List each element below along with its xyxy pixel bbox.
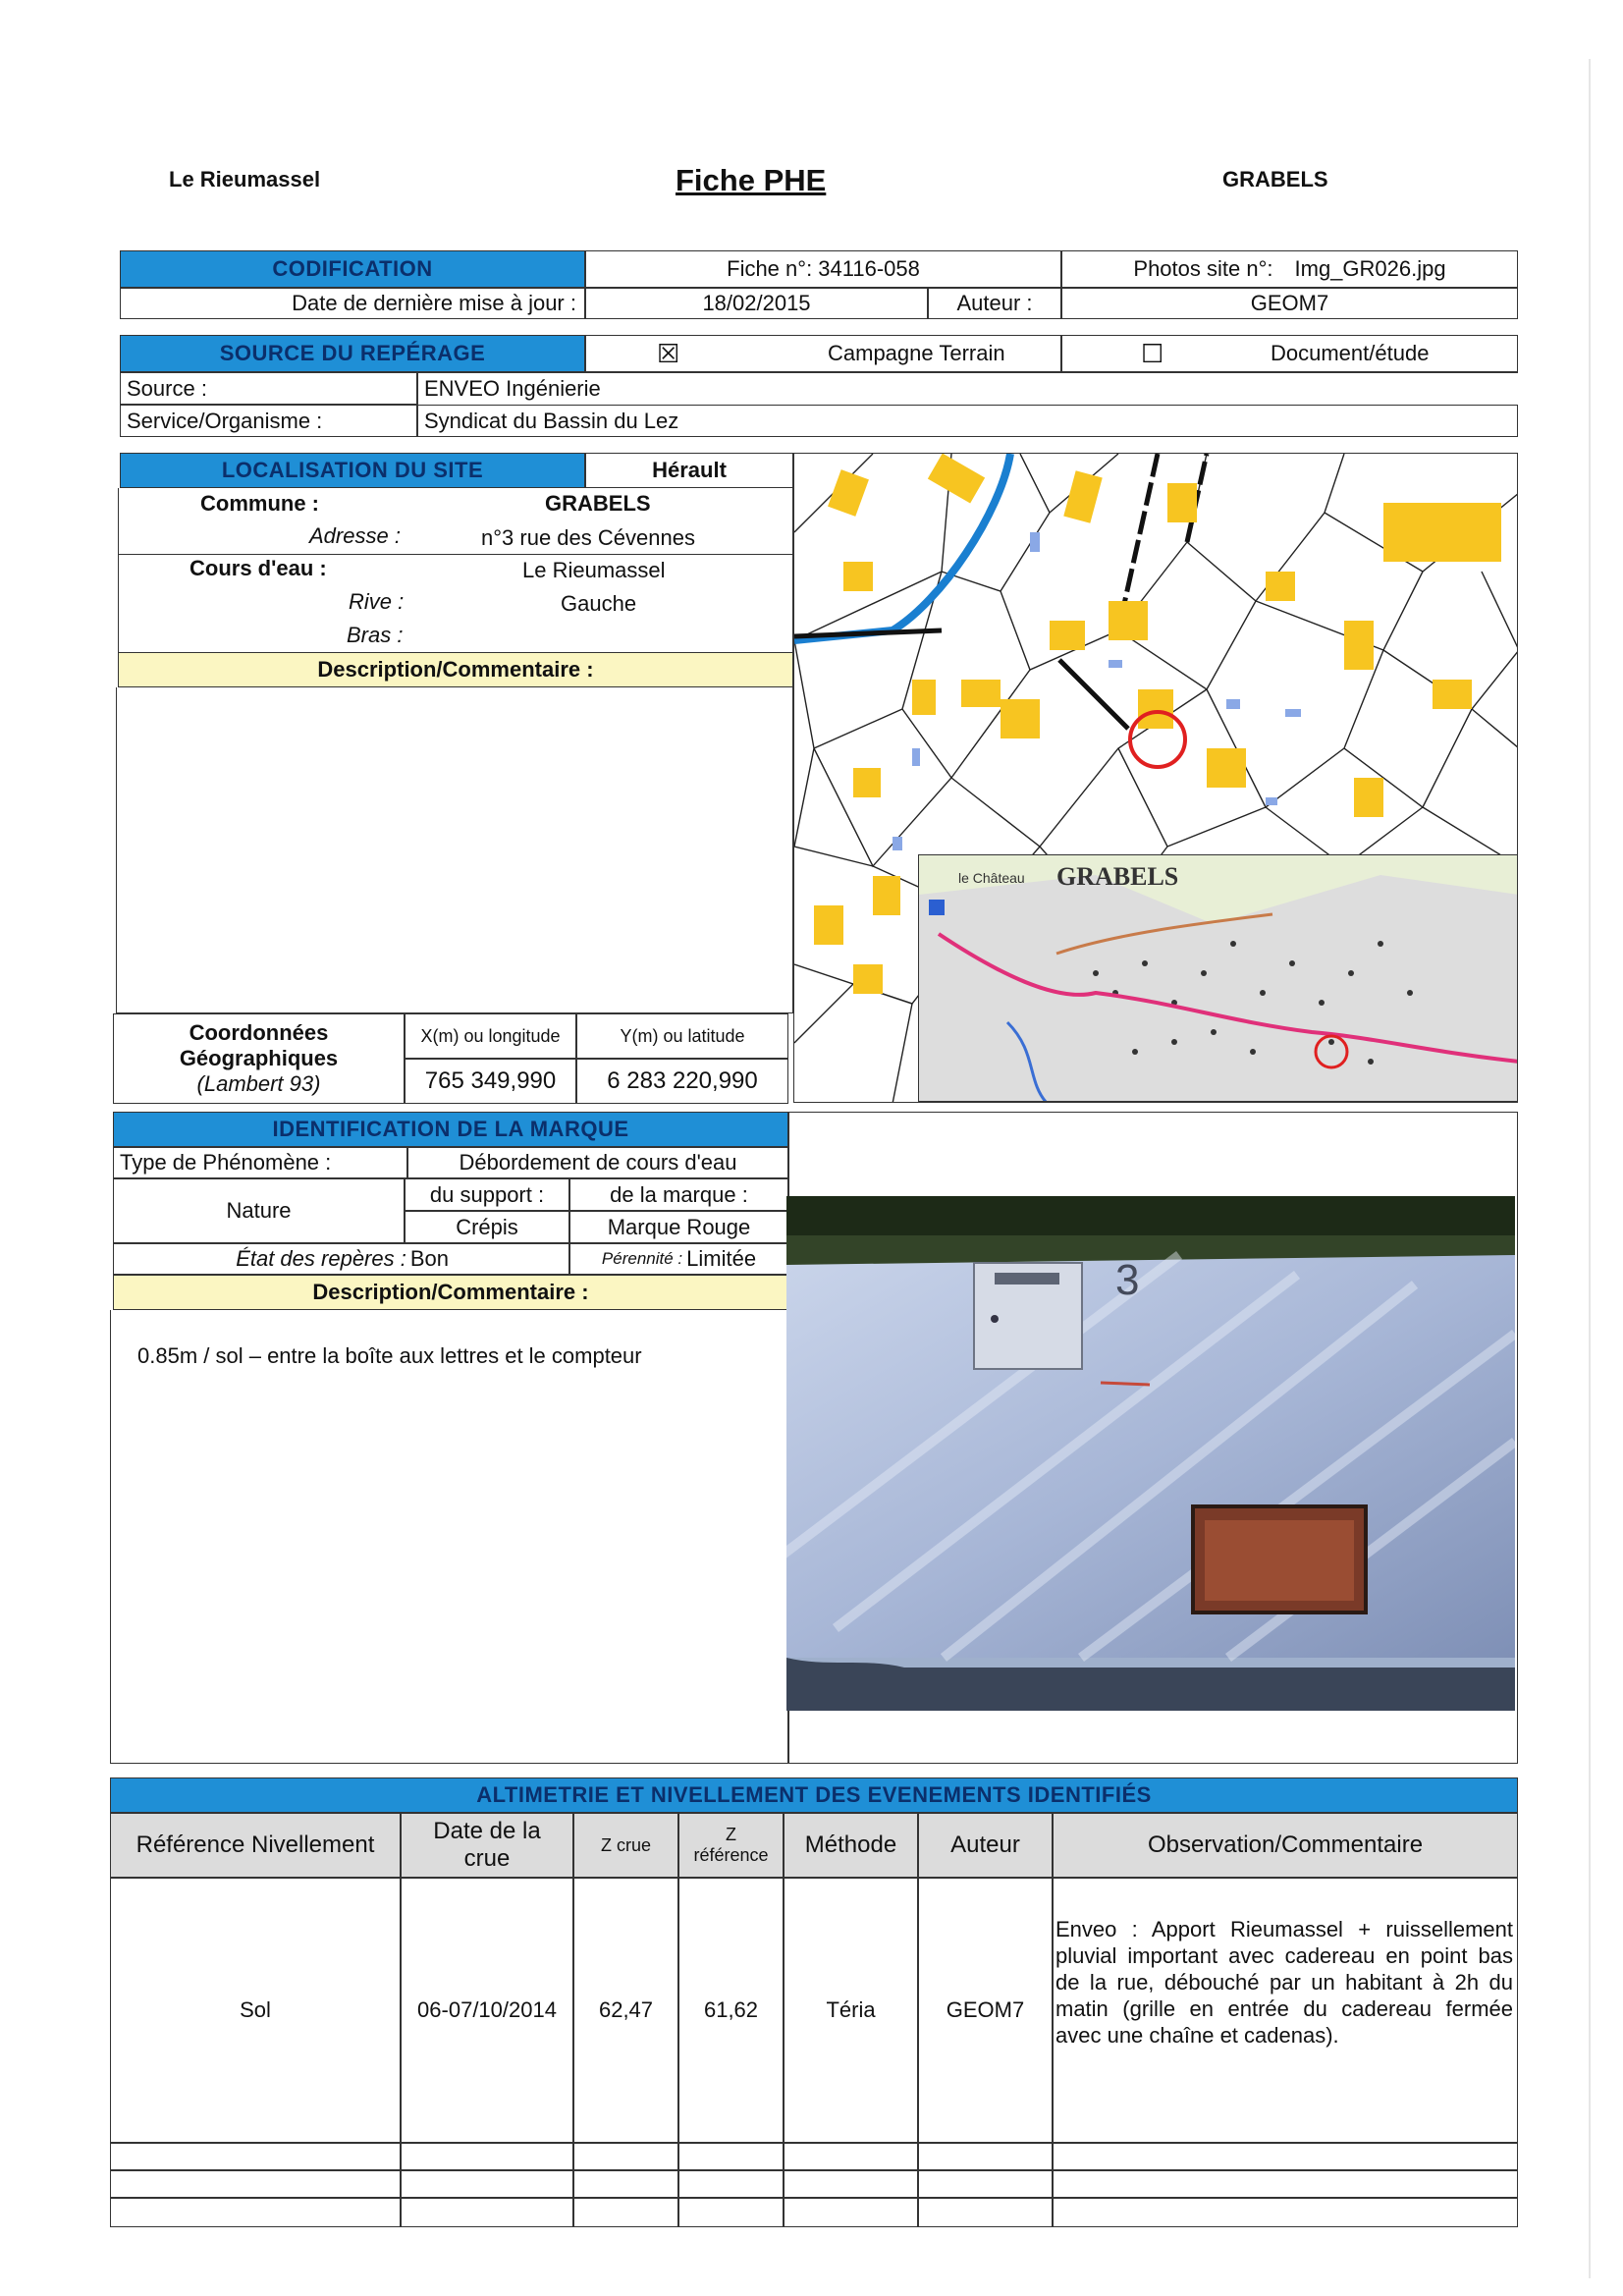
- etat-value: Bon: [409, 1246, 449, 1271]
- id-desc-label: Description/Commentaire :: [113, 1275, 788, 1310]
- adresse-label: Adresse :: [309, 523, 401, 548]
- empty-cell: [918, 2143, 1053, 2170]
- empty-cell: [678, 2198, 784, 2227]
- col-zcrue: Z crue: [573, 1813, 678, 1878]
- type-value: Débordement de cours d'eau: [407, 1147, 788, 1178]
- etat-label: État des repères :: [236, 1246, 406, 1271]
- coord-label: [113, 1013, 405, 1104]
- row-zcrue: 62,47: [573, 1878, 678, 2143]
- commune-label: Commune :: [200, 491, 319, 516]
- loc-desc-area[interactable]: [116, 687, 793, 1013]
- empty-cell: [401, 2170, 573, 2198]
- support-label: du support :: [405, 1178, 569, 1211]
- photos-site: [1061, 250, 1518, 288]
- perennite-value: Limitée: [686, 1246, 757, 1271]
- fiche-number: Fiche n°: 34116-058: [585, 250, 1061, 288]
- coord-label-1: Coordonnées: [189, 1020, 329, 1045]
- col-reference: Référence Nivellement: [110, 1813, 401, 1878]
- source-value: ENVEO Ingénierie: [417, 372, 1518, 405]
- service-value: Syndicat du Bassin du Lez: [417, 405, 1518, 437]
- option-campagne[interactable]: [585, 335, 1061, 372]
- codification-title: CODIFICATION: [120, 250, 585, 288]
- empty-cell: [1053, 2198, 1518, 2227]
- rive-value: Gauche: [561, 591, 637, 616]
- topo-map-svg: [919, 855, 1518, 1102]
- empty-cell: [573, 2143, 678, 2170]
- departement: Hérault: [585, 453, 793, 488]
- empty-cell: [110, 2143, 401, 2170]
- cours-label: Cours d'eau :: [189, 556, 327, 580]
- perennite-label: Pérennité :: [601, 1249, 683, 1268]
- coord-label-2: Géographiques: [179, 1046, 339, 1070]
- empty-cell: [110, 2198, 401, 2227]
- rive-label: Rive :: [349, 589, 405, 614]
- date-label: Date de dernière mise à jour :: [120, 288, 585, 319]
- header-commune: GRABELS: [1222, 167, 1328, 191]
- site-photo[interactable]: [786, 1196, 1515, 1711]
- option-document[interactable]: [1061, 335, 1518, 372]
- parking-icon: [929, 900, 945, 915]
- loc-desc-label: Description/Commentaire :: [118, 652, 793, 687]
- etat-row: [113, 1243, 569, 1275]
- source-title: SOURCE DU REPÉRAGE: [120, 335, 585, 372]
- empty-cell: [918, 2198, 1053, 2227]
- nature-label: Nature: [113, 1178, 405, 1243]
- header-title: Fiche PHE: [676, 163, 827, 197]
- flood-mark-icon: [1101, 1383, 1150, 1385]
- site-photo-svg: [786, 1196, 1515, 1711]
- empty-cell: [678, 2143, 784, 2170]
- altimetrie-title: ALTIMETRIE ET NIVELLEMENT DES EVENEMENTS IDENTIFIÉS: [110, 1777, 1518, 1813]
- service-label: Service/Organisme :: [120, 405, 417, 437]
- scan-edge: [1589, 59, 1591, 2278]
- row-ref: Sol: [110, 1878, 401, 2143]
- marque-label: de la marque :: [569, 1178, 788, 1211]
- document-label: Document/étude: [1271, 341, 1430, 365]
- topo-map[interactable]: [918, 854, 1518, 1102]
- row-auteur: GEOM7: [918, 1878, 1053, 2143]
- auteur-label: Auteur :: [928, 288, 1061, 319]
- header-river: Le Rieumassel: [169, 167, 321, 191]
- photos-value: Img_GR026.jpg: [1294, 256, 1446, 281]
- localisation-title: LOCALISATION DU SITE: [120, 453, 585, 488]
- type-label: Type de Phénomène :: [113, 1147, 407, 1178]
- cours-value: Le Rieumassel: [522, 558, 666, 582]
- empty-cell: [110, 2170, 401, 2198]
- empty-cell: [573, 2170, 678, 2198]
- empty-cell: [401, 2198, 573, 2227]
- photos-label: Photos site n°:: [1133, 256, 1273, 281]
- coord-label-3: (Lambert 93): [196, 1071, 321, 1096]
- checkbox-empty-icon[interactable]: ☐: [1141, 338, 1164, 368]
- col-observation: Observation/Commentaire: [1053, 1813, 1518, 1878]
- checkbox-checked-icon[interactable]: ☒: [657, 338, 680, 368]
- bras-label: Bras :: [347, 623, 404, 647]
- topo-town-label: GRABELS: [1056, 862, 1179, 891]
- empty-cell: [784, 2198, 918, 2227]
- empty-cell: [784, 2170, 918, 2198]
- row-observation-cell: [1053, 1878, 1518, 2143]
- row-methode: Téria: [784, 1878, 918, 2143]
- perennite-row: [569, 1243, 788, 1275]
- empty-cell: [1053, 2143, 1518, 2170]
- x-label: X(m) ou longitude: [405, 1013, 576, 1059]
- id-desc-area[interactable]: [110, 1310, 788, 1764]
- auteur-value: GEOM7: [1061, 288, 1518, 319]
- empty-cell: [784, 2143, 918, 2170]
- topo-chateau-label: le Château: [958, 870, 1025, 886]
- col-methode: Méthode: [784, 1813, 918, 1878]
- empty-cell: [401, 2143, 573, 2170]
- empty-cell: [678, 2170, 784, 2198]
- row-zref: 61,62: [678, 1878, 784, 2143]
- col-zref: Z référence: [678, 1813, 784, 1878]
- empty-cell: [1053, 2170, 1518, 2198]
- identification-title: IDENTIFICATION DE LA MARQUE: [113, 1112, 788, 1147]
- campagne-label: Campagne Terrain: [828, 341, 1005, 365]
- y-label: Y(m) ou latitude: [576, 1013, 788, 1059]
- adresse-value: n°3 rue des Cévennes: [481, 525, 695, 550]
- support-value: Crépis: [405, 1211, 569, 1243]
- id-desc-value: 0.85m / sol – entre la boîte aux lettres et le compteur: [137, 1343, 642, 1368]
- empty-cell: [918, 2170, 1053, 2198]
- col-auteur: Auteur: [918, 1813, 1053, 1878]
- y-value: 6 283 220,990: [576, 1059, 788, 1104]
- empty-cell: [573, 2198, 678, 2227]
- marque-value: Marque Rouge: [569, 1211, 788, 1243]
- row-date: 06-07/10/2014: [401, 1878, 573, 2143]
- source-label: Source :: [120, 372, 417, 405]
- commune-value: GRABELS: [545, 491, 651, 516]
- col-date: Date de la crue: [401, 1813, 573, 1878]
- date-value: 18/02/2015: [585, 288, 928, 319]
- row-observation: Enveo : Apport Rieumassel + ruissellement pluvial important avec cadereau en point bas de la rue, débouché par un habitant à 2h du matin (grille en entrée du cadereau fermée avec une chaîne et cadenas).: [1055, 1917, 1513, 2048]
- house-number: 3: [1115, 1256, 1140, 1304]
- x-value: 765 349,990: [405, 1059, 576, 1104]
